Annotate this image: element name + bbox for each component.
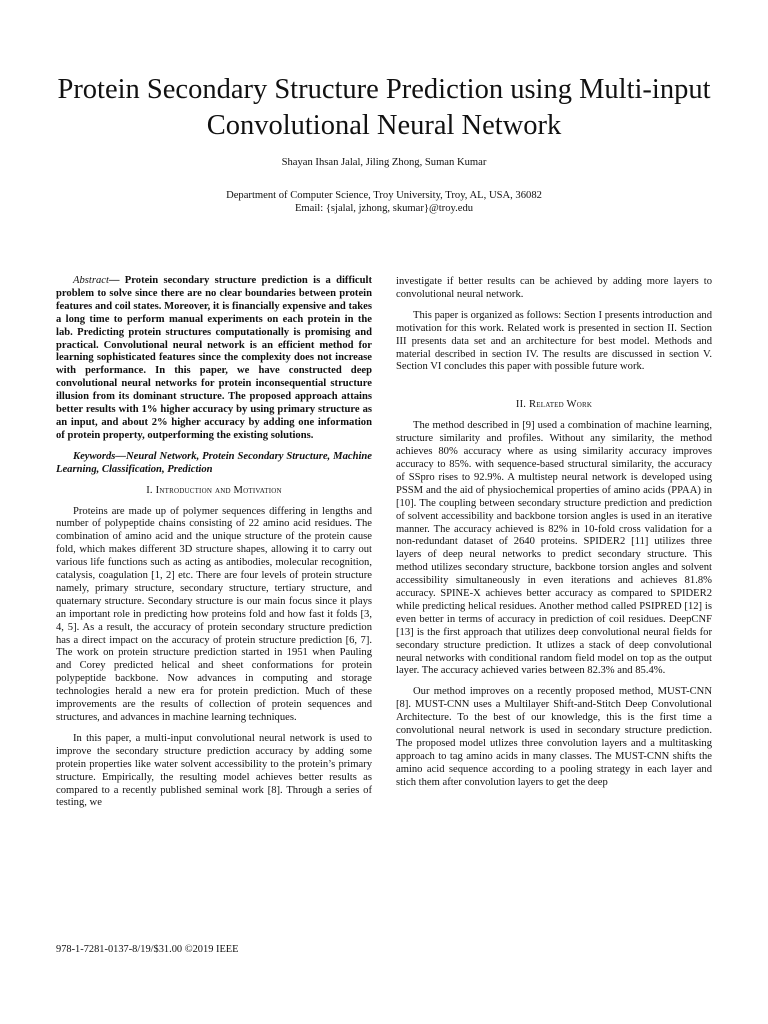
keywords-text: —Neural Network, Protein Secondary Structure, Machine Learning, Classification, Prediction — [56, 450, 372, 475]
paragraph: Our method improves on a recently proposed method, MUST-CNN [8]. MUST-CNN uses a Multilayer Shift-and-Stitch Deep Convolutional Architecture. To the best of our knowledge, this is the first time a convolutional neural network is used in secondary structure prediction. The proposed model utlizes three convolution layers and a multitasking approach to tag amino acids in many classes. The MUST-CNN shifts the amino acid sequence according to a pooling strategy in each layer and stich them after convolution layers to get the deep — [396, 686, 712, 788]
section-heading-introduction: I. Introduction and Motivation — [146, 484, 282, 496]
affiliation-block — [0, 189, 768, 215]
paper-title: Protein Secondary Structure Prediction using Multi-input Convolutional Neural Network — [57, 74, 711, 141]
paragraph: The method described in [9] used a combination of machine learning, structure similarity and profiles. Without any similarity, the method achieves 80% accuracy where as using similarity accuracy improves accuracy to 85%. with sequence-based structural similarity, the accuracy of SSpro rises to 92.9%. A multistep neural network is developed using PSSM and the aid of physiochemical properties of amino acids (PPAA) in [10]. The coupling between secondary structure prediction and prediction of solvent accessibility and backbone torsion angles is used in an iterative manner. The accuracy achieved is 82% in 10-fold cross validation for a non-redundant dataset of 2640 proteins. SPIDER2 [11] utilizes three layers of deep neural networks to predict secondary structure. This method utilizes secondary structure, backbone torsion angles and solvent accessibility simultaneously in even iterations and achieves 81.8% accuracy. SPINE-X achieves better accuracy as compared to SPIDER2 while predicting helical residues. Another method called PSIPRED [12] is even better in terms of accuracy in prediction of coil residues. DeepCNF [13] is the first approach that utilizes deep convolutional neural fields for secondary structure prediction. It utlizes a stack of deep convolutional neural networks with conditional random field model on top as the output layer. The accuracy achieved varies between 82.3% and 85.4%. — [396, 420, 712, 677]
copyright-footer: 978-1-7281-0137-8/19/$31.00 ©2019 IEEE — [56, 944, 239, 955]
authors: Shayan Ihsan Jalal, Jiling Zhong, Suman Kumar — [281, 157, 487, 168]
abstract — [56, 275, 372, 443]
paragraph: This paper is organized as follows: Section I presents introduction and motivation for this work. Related work is presented in section II. Section III presents data set and an architecture for best model. Methods and material described in section IV. The results are discussed in section V. Section VI concludes this paper with possible future work. — [396, 309, 712, 373]
abstract-label: Abstract — [73, 275, 109, 286]
keywords — [56, 451, 372, 477]
email: Email: {sjalal, jzhong, skumar}@troy.edu — [294, 203, 474, 214]
paragraph: investigate if better results can be achieved by adding more layers to convolutional neural network. — [396, 276, 712, 300]
right-column — [396, 276, 712, 798]
section-heading-related-work: II. Related Work — [515, 399, 593, 411]
left-column — [56, 275, 372, 818]
paragraph: In this paper, a multi-input convolutional neural network is used to improve the secondary structure prediction accuracy by adding some protein properties like water solvent accessibility to the protein’s primary structure. Empirically, the resulting model achieves better results as compared to a recently published seminal work [8]. Through a series of testing, we — [56, 732, 372, 809]
abstract-text: — Protein secondary structure prediction is a difficult problem to solve since there are no clear boundaries between protein features and coil states. Moreover, it is financially expensive and takes a long time to perform manual experiments on each protein in the lab. Predicting protein structures computationally is promising and practical. Convolutional neural network is an efficient method for learning sophisticated features since the complexity does not increase with performance. In this paper, we have constructed deep convolutional neural networks for protein inconsequential structure illusion from its dominant structure. The proposed approach attains better results with 1% higher accuracy by using primary structure as an input, and about 2% higher accuracy by adding one information of protein property, outperforming the existing solutions. — [56, 275, 372, 441]
keywords-label: Keywords — [73, 450, 116, 462]
paragraph: Proteins are made up of polymer sequences differing in lengths and number of polypeptide chains consisting of 22 amino acid residues. The combination of amino acid and the unique structure of the protein cause fold, which makes different 3D structure shapes, allowing it to carry out various life functions such as acting as antibodies, molecular recognition, catalysis, coagulation [1, 2] etc. There are four levels of protein structure namely, primary structure, secondary structure, tertiary structure, and quaternary structure. Secondary structure is our main focus since it plays an important role in predicting how proteins fold and how fast it folds [3, 4, 5]. As a result, the accuracy of protein secondary structure prediction has a direct impact on the accuracy of protein structure prediction [6, 7]. The work on protein structure prediction started in 1951 when Pauling and Corey predicted helical and sheet conformations for protein polypeptide backbone. Now advances in computing and storage technologies herald a new era for protein prediction. Much of these improvements are the results of collection of protein sequences and structures, and advances in machine learning techniques. — [56, 505, 372, 723]
affiliation: Department of Computer Science, Troy University, Troy, AL, USA, 36082 — [226, 190, 542, 201]
